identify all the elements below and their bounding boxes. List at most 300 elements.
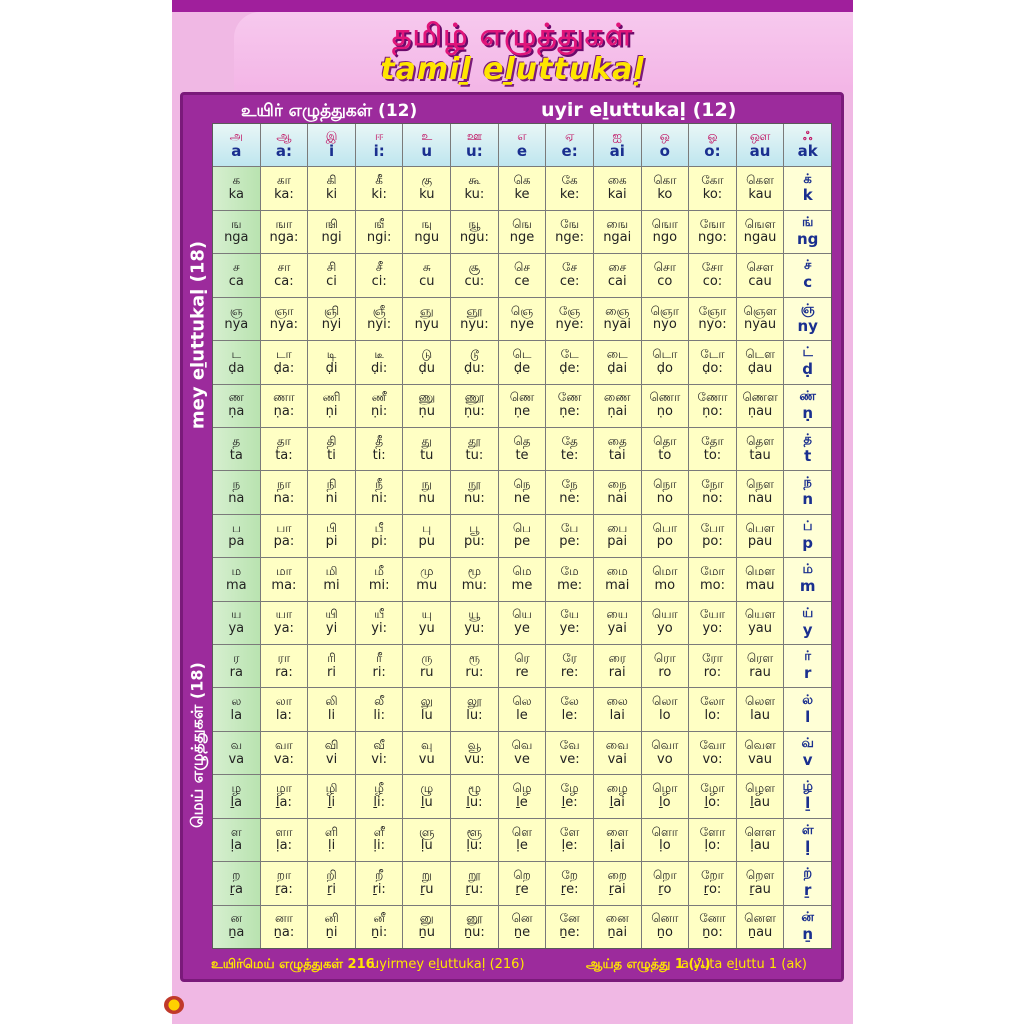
- transliteration: ṉi: [325, 925, 338, 941]
- tamil-letter: தோ: [701, 433, 724, 448]
- syllable-cell: [308, 341, 355, 383]
- tamil-letter: செ: [514, 260, 530, 275]
- tamil-letter: லௌ: [745, 694, 776, 709]
- transliteration: ca:: [274, 273, 294, 289]
- syllable-cell: [403, 515, 450, 557]
- tamil-letter: மௌ: [745, 564, 775, 579]
- transliteration: vo: [657, 751, 673, 767]
- transliteration: ru: [419, 664, 434, 680]
- syllable-cell: [356, 341, 403, 383]
- tamil-letter: மொ: [652, 564, 678, 579]
- syllable-cell: [689, 688, 736, 730]
- transliteration: ḷe:: [561, 838, 578, 854]
- syllable-cell: [594, 732, 641, 774]
- transliteration: cai: [607, 273, 627, 289]
- syllable-cell: [261, 471, 308, 513]
- transliteration: na:: [273, 491, 295, 506]
- transliteration: ṟa:: [275, 881, 293, 897]
- tamil-letter: ண்: [799, 388, 816, 404]
- syllable-cell: [308, 558, 355, 600]
- syllable-cell: [356, 645, 403, 687]
- tamil-letter: சூ: [468, 260, 481, 275]
- tamil-letter: யோ: [699, 607, 725, 622]
- syllable-cell: [403, 906, 450, 948]
- transliteration: lo: [659, 708, 671, 724]
- transliteration: ḍa:: [273, 360, 295, 376]
- syllable-cell: [689, 211, 736, 253]
- transliteration: cu: [419, 273, 435, 289]
- syllable-cell: [261, 558, 308, 600]
- syllable-cell: [499, 167, 546, 209]
- consonant-cell: [784, 385, 831, 427]
- syllable-cell: [642, 862, 689, 904]
- transliteration: ḍa: [228, 360, 245, 376]
- tamil-letter: ணீ: [371, 390, 387, 405]
- transliteration: yu:: [464, 621, 485, 637]
- tamil-letter: வே: [559, 737, 580, 752]
- tamil-letter: ரு: [421, 650, 433, 665]
- syllable-cell: [213, 428, 260, 470]
- syllable-cell: [594, 558, 641, 600]
- tamil-letter: ஓ: [707, 128, 718, 143]
- transliteration: tu: [420, 447, 434, 463]
- tamil-letter: ரோ: [701, 650, 723, 665]
- syllable-cell: [451, 775, 498, 817]
- tamil-letter: ஙூ: [468, 216, 481, 231]
- transliteration: ce:: [559, 273, 580, 289]
- transliteration: mai: [605, 577, 630, 593]
- tamil-letter: ம்: [802, 562, 813, 578]
- tamil-letter: கூ: [468, 173, 481, 188]
- tamil-letter: ல்: [802, 692, 814, 708]
- syllable-cell: [356, 471, 403, 513]
- syllable-cell: [308, 906, 355, 948]
- tamil-letter: யெ: [512, 607, 532, 622]
- tamil-letter: ஙி: [325, 216, 338, 231]
- tamil-letter: ர்: [804, 649, 812, 665]
- tamil-letter: னௌ: [744, 911, 776, 926]
- syllable-cell: [499, 602, 546, 644]
- transliteration: ṟi: [327, 881, 337, 897]
- tamil-letter: ஞ்: [800, 301, 815, 317]
- vowel-cell: [784, 124, 831, 166]
- transliteration: ku:: [464, 187, 485, 203]
- transliteration: ngu:: [459, 230, 489, 246]
- transliteration: p: [802, 533, 814, 552]
- syllable-cell: [499, 775, 546, 817]
- tamil-letter: மா: [275, 564, 292, 579]
- transliteration: ṇa:: [273, 404, 295, 420]
- consonant-side-tamil: மெய் எழுத்துகள் (18): [187, 662, 207, 828]
- syllable-cell: [689, 602, 736, 644]
- syllable-cell: [642, 819, 689, 861]
- syllable-cell: [546, 732, 593, 774]
- vowel-cell: [594, 124, 641, 166]
- syllable-cell: [213, 254, 260, 296]
- tamil-letter: ற: [232, 868, 241, 882]
- tamil-letter: னை: [605, 911, 629, 926]
- syllable-cell: [261, 385, 308, 427]
- syllable-cell: [451, 862, 498, 904]
- tamil-letter: ன: [230, 911, 243, 926]
- syllable-cell: [451, 688, 498, 730]
- syllable-cell: [642, 298, 689, 340]
- tamil-letter: ணு: [418, 390, 436, 405]
- tamil-letter: ம: [231, 564, 242, 579]
- syllable-cell: [213, 775, 260, 817]
- tamil-letter: னா: [274, 911, 293, 926]
- tamil-letter: வை: [605, 737, 629, 752]
- transliteration: nya:: [269, 317, 299, 333]
- transliteration: pau: [747, 534, 773, 550]
- syllable-cell: [642, 471, 689, 513]
- tamil-letter: ஞு: [419, 303, 434, 318]
- syllable-cell: [546, 906, 593, 948]
- tamil-letter: ஆ: [276, 128, 292, 143]
- tamil-letter: டீ: [374, 346, 384, 361]
- syllable-cell: [403, 732, 450, 774]
- transliteration: ve:: [559, 751, 580, 767]
- transliteration: ma: [225, 577, 247, 593]
- syllable-cell: [737, 602, 784, 644]
- syllable-cell: [356, 211, 403, 253]
- syllable-cell: [356, 558, 403, 600]
- transliteration: ḻa: [230, 794, 243, 810]
- syllable-cell: [308, 298, 355, 340]
- transliteration: ḻa:: [275, 794, 292, 810]
- transliteration: ṇai: [607, 404, 628, 420]
- transliteration: ro:: [703, 664, 722, 680]
- tamil-letter: ய: [231, 607, 242, 622]
- syllable-cell: [308, 211, 355, 253]
- tamil-letter: ளொ: [651, 824, 679, 839]
- transliteration: yu: [418, 621, 435, 637]
- syllable-cell: [642, 775, 689, 817]
- syllable-cell: [689, 819, 736, 861]
- transliteration: e: [516, 142, 528, 161]
- transliteration: nyo: [652, 317, 677, 333]
- tamil-letter: தொ: [653, 433, 677, 448]
- tamil-letter: யு: [421, 607, 432, 622]
- tamil-letter: ரி: [327, 650, 336, 665]
- transliteration: ny: [797, 316, 818, 335]
- transliteration: ḷi: [327, 838, 336, 854]
- tamil-letter: லூ: [467, 694, 482, 709]
- transliteration: ṟu: [419, 881, 434, 897]
- syllable-cell: [356, 602, 403, 644]
- syllable-cell: [261, 428, 308, 470]
- transliteration: le:: [561, 708, 578, 724]
- tamil-letter: ல: [231, 694, 242, 709]
- transliteration: ni: [325, 491, 338, 506]
- consonant-cell: [784, 254, 831, 296]
- tamil-letter: சு: [422, 260, 431, 275]
- syllable-cell: [642, 428, 689, 470]
- syllable-cell: [261, 211, 308, 253]
- tamil-letter: னீ: [373, 911, 385, 926]
- syllable-cell: [403, 471, 450, 513]
- consonant-cell: [784, 471, 831, 513]
- transliteration: nye:: [555, 317, 584, 333]
- tamil-letter: மை: [606, 564, 628, 579]
- transliteration: ngai: [603, 230, 632, 246]
- syllable-cell: [451, 819, 498, 861]
- syllable-cell: [403, 688, 450, 730]
- transliteration: ḻu:: [466, 794, 483, 810]
- tamil-letter: ன்: [801, 909, 814, 925]
- tamil-letter: று: [421, 868, 432, 882]
- transliteration: re:: [560, 664, 579, 680]
- transliteration: ngu: [414, 230, 440, 246]
- transliteration: ṉe: [513, 925, 531, 941]
- syllable-cell: [451, 341, 498, 383]
- syllable-cell: [642, 211, 689, 253]
- syllable-cell: [356, 862, 403, 904]
- tamil-letter: மு: [420, 564, 434, 579]
- tamil-letter: பொ: [652, 520, 678, 535]
- syllable-cell: [451, 211, 498, 253]
- tamil-letter: றி: [326, 868, 337, 882]
- transliteration: ṇau: [747, 404, 773, 420]
- syllable-cell: [737, 862, 784, 904]
- tamil-letter: போ: [700, 520, 725, 535]
- syllable-cell: [594, 602, 641, 644]
- tamil-letter: வோ: [699, 737, 726, 752]
- consonant-side-translit: mey eḻuttukaḷ (18): [187, 240, 209, 430]
- tamil-letter: ளீ: [373, 824, 385, 839]
- top-bar: [172, 0, 853, 12]
- transliteration: ngi:: [366, 230, 392, 246]
- tamil-letter: நா: [276, 477, 291, 492]
- tamil-letter: பே: [560, 520, 579, 535]
- tamil-letter: ஞே: [558, 303, 581, 318]
- tamil-letter: பு: [422, 520, 432, 535]
- tamil-letter: வா: [275, 737, 293, 752]
- syllable-cell: [356, 298, 403, 340]
- tamil-letter: றே: [561, 868, 578, 882]
- consonant-cell: [784, 211, 831, 253]
- transliteration: ṇa: [228, 404, 245, 420]
- tamil-letter: சா: [277, 260, 291, 275]
- tamil-letter: டோ: [700, 346, 725, 361]
- syllable-cell: [213, 167, 260, 209]
- tamil-letter: தௌ: [746, 433, 775, 448]
- syllable-cell: [594, 862, 641, 904]
- syllable-cell: [689, 428, 736, 470]
- transliteration: i: [328, 142, 335, 161]
- transliteration: pai: [607, 534, 628, 550]
- syllable-cell: [737, 558, 784, 600]
- vowel-cell: [689, 124, 736, 166]
- consonant-cell: [784, 298, 831, 340]
- tamil-letter: லு: [420, 694, 433, 709]
- tamil-letter: ஞை: [605, 303, 630, 318]
- syllable-cell: [403, 428, 450, 470]
- syllable-cell: [642, 254, 689, 296]
- syllable-cell: [451, 254, 498, 296]
- transliteration: ṉ: [802, 924, 814, 943]
- footer-right-tamil: ஆய்த எழுத்து 1 (ஃ): [586, 957, 711, 972]
- tamil-letter: சே: [562, 260, 578, 275]
- syllable-cell: [213, 862, 260, 904]
- syllable-cell: [451, 515, 498, 557]
- transliteration: ḻe: [516, 794, 528, 810]
- tamil-letter: டே: [560, 346, 579, 361]
- transliteration: ḷa:: [275, 838, 292, 854]
- syllable-cell: [213, 298, 260, 340]
- transliteration: ḍi:: [371, 360, 388, 376]
- transliteration: tau: [749, 447, 771, 463]
- transliteration: na: [228, 491, 245, 506]
- transliteration: ḷ: [805, 837, 811, 856]
- tamil-letter: ஞா: [274, 303, 294, 318]
- syllable-cell: [261, 341, 308, 383]
- transliteration: ka: [228, 187, 244, 203]
- transliteration: m: [799, 577, 816, 596]
- title-tamil: தமிழ் எழுத்துகள்: [392, 18, 633, 53]
- syllable-cell: [308, 471, 355, 513]
- tamil-letter: னோ: [699, 911, 726, 926]
- syllable-cell: [261, 775, 308, 817]
- tamil-letter: டை: [606, 346, 628, 361]
- tamil-letter: ர: [233, 650, 240, 665]
- tamil-letter: நூ: [468, 477, 481, 492]
- transliteration: kau: [748, 187, 772, 203]
- transliteration: mu: [416, 577, 438, 593]
- transliteration: ngo:: [698, 230, 727, 246]
- syllable-cell: [737, 341, 784, 383]
- syllable-cell: [689, 645, 736, 687]
- tamil-letter: றெ: [513, 868, 531, 882]
- tamil-letter: பெ: [512, 520, 532, 535]
- syllable-cell: [499, 254, 546, 296]
- transliteration: nga: [224, 230, 249, 246]
- transliteration: ḷe: [516, 838, 528, 854]
- syllable-cell: [403, 211, 450, 253]
- syllable-cell: [451, 732, 498, 774]
- transliteration: ti: [327, 447, 336, 463]
- tamil-letter: ஒ: [659, 128, 670, 143]
- syllable-cell: [546, 211, 593, 253]
- syllable-cell: [642, 558, 689, 600]
- tamil-letter: ணா: [273, 390, 295, 405]
- transliteration: ngi: [321, 230, 342, 246]
- tamil-letter: லை: [606, 694, 628, 709]
- transliteration: ṟo: [658, 881, 672, 897]
- transliteration: ṇ: [802, 403, 814, 422]
- tamil-letter: நொ: [653, 477, 677, 492]
- tamil-letter: த: [232, 433, 241, 448]
- tamil-letter: கொ: [653, 173, 677, 188]
- tamil-letter: வௌ: [744, 737, 776, 752]
- syllable-cell: [737, 515, 784, 557]
- transliteration: u: [421, 142, 433, 161]
- tamil-letter: எ: [517, 128, 527, 143]
- tamil-letter: பி: [326, 520, 337, 535]
- syllable-cell: [594, 341, 641, 383]
- transliteration: ḻi: [327, 794, 336, 810]
- tamil-letter: றா: [276, 868, 292, 882]
- syllable-cell: [546, 254, 593, 296]
- transliteration: yo: [657, 621, 673, 637]
- tamil-letter: நே: [561, 477, 578, 492]
- vowel-cell: [261, 124, 308, 166]
- transliteration: pa:: [273, 534, 295, 550]
- tamil-letter: மோ: [700, 564, 725, 579]
- transliteration: ḻi:: [373, 794, 385, 810]
- syllable-cell: [356, 254, 403, 296]
- tamil-letter: நெ: [513, 477, 531, 492]
- syllable-cell: [689, 341, 736, 383]
- tamil-letter: இ: [325, 128, 338, 143]
- transliteration: ai: [609, 142, 625, 161]
- consonant-cell: [784, 428, 831, 470]
- transliteration: a:: [275, 142, 292, 161]
- tamil-letter: நை: [607, 477, 627, 492]
- transliteration: v: [802, 750, 813, 769]
- transliteration: ṇi: [325, 404, 338, 420]
- syllable-cell: [213, 558, 260, 600]
- tamil-letter: நோ: [701, 477, 724, 492]
- transliteration: ḻo:: [704, 794, 721, 810]
- syllable-cell: [451, 602, 498, 644]
- transliteration: ḍu: [418, 360, 435, 376]
- transliteration: lu: [420, 708, 433, 724]
- transliteration: pi:: [371, 534, 388, 550]
- syllable-cell: [499, 298, 546, 340]
- syllable-cell: [356, 515, 403, 557]
- transliteration: li: [327, 708, 336, 724]
- tamil-letter: யே: [560, 607, 580, 622]
- tamil-letter: ண: [228, 390, 244, 405]
- syllable-cell: [499, 732, 546, 774]
- tamil-letter: சொ: [653, 260, 676, 275]
- syllable-cell: [689, 732, 736, 774]
- transliteration: yai: [607, 621, 627, 637]
- transliteration: ṟ: [803, 881, 812, 900]
- tamil-letter: றூ: [468, 868, 481, 882]
- vowel-cell: [308, 124, 355, 166]
- tamil-letter: யூ: [468, 607, 481, 622]
- tamil-letter: னி: [324, 911, 339, 926]
- transliteration: pe:: [559, 534, 580, 550]
- transliteration: ṟa: [229, 881, 243, 897]
- transliteration: nge: [509, 230, 535, 246]
- transliteration: me:: [557, 577, 583, 593]
- tamil-letter: ஐ: [612, 128, 623, 143]
- transliteration: pu:: [463, 534, 485, 550]
- syllable-cell: [261, 906, 308, 948]
- tamil-letter: டூ: [469, 346, 479, 361]
- transliteration: ra:: [275, 664, 293, 680]
- syllable-cell: [689, 775, 736, 817]
- transliteration: nu:: [463, 491, 485, 506]
- syllable-cell: [213, 732, 260, 774]
- tamil-letter: ழ: [231, 781, 242, 796]
- transliteration: vau: [748, 751, 773, 767]
- transliteration: lai: [609, 708, 625, 724]
- syllable-cell: [213, 515, 260, 557]
- syllable-cell: [499, 385, 546, 427]
- transliteration: ṇo: [656, 404, 673, 420]
- tamil-letter: ழொ: [652, 781, 678, 796]
- tamil-letter: ளா: [275, 824, 293, 839]
- transliteration: ḻe:: [561, 794, 578, 810]
- transliteration: yi: [325, 621, 338, 637]
- transliteration: co:: [702, 273, 723, 289]
- tamil-letter: சை: [608, 260, 627, 275]
- transliteration: cau: [748, 273, 772, 289]
